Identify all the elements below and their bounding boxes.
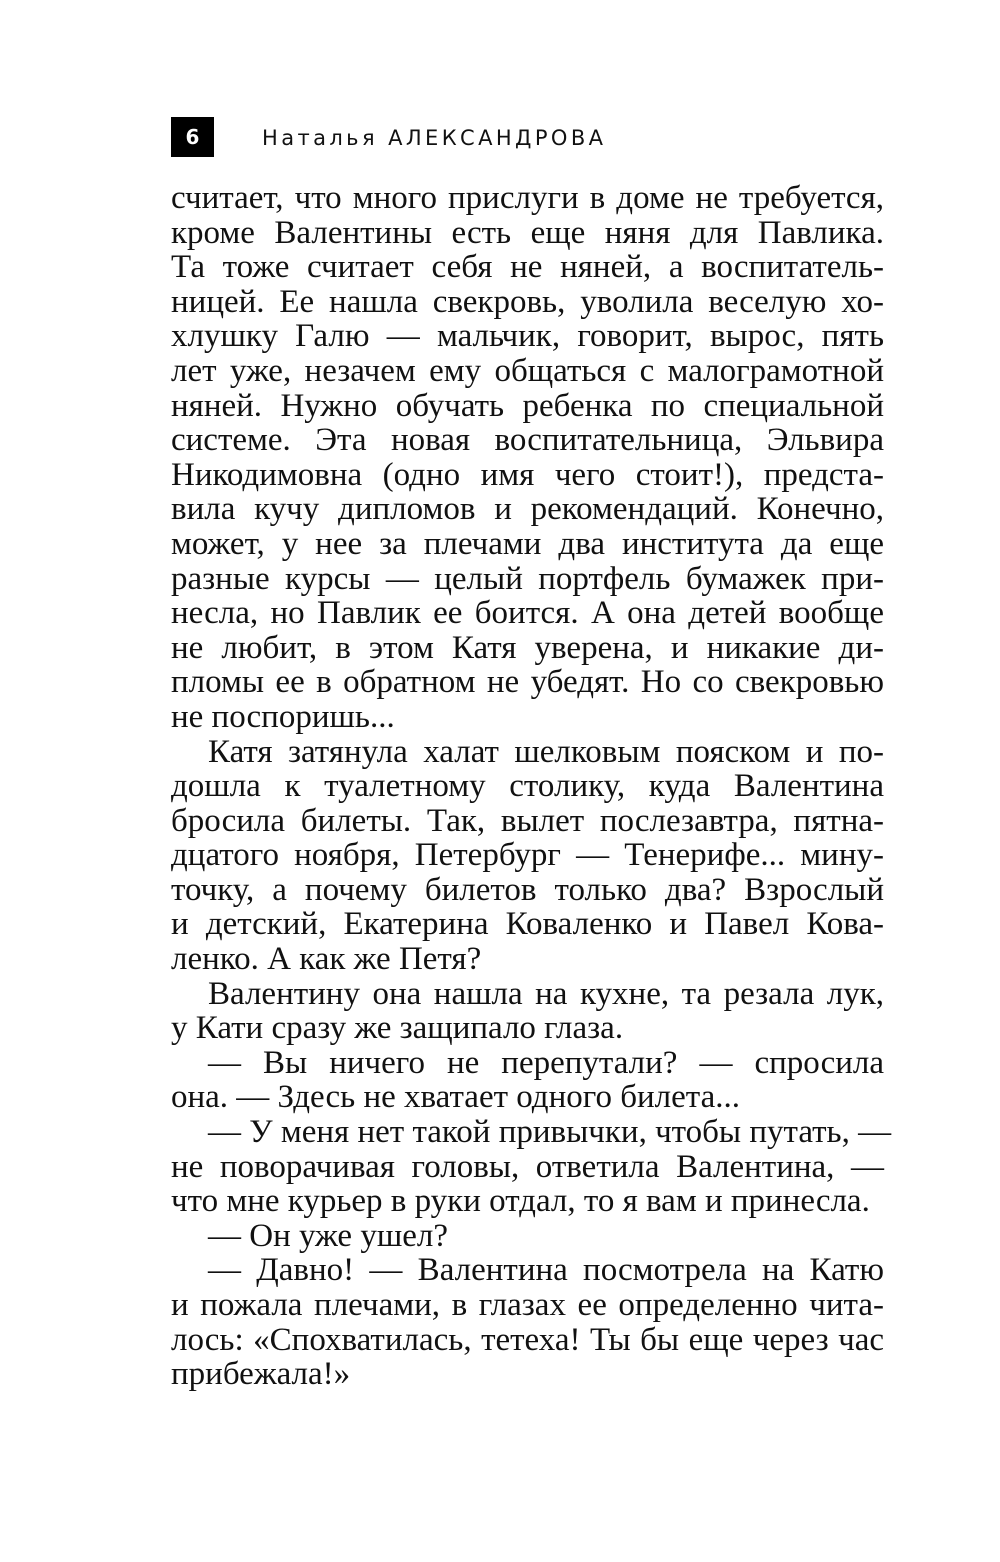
body-text — [171, 180, 892, 1393]
running-head-author: Наталья АЛЕКСАНДРОВА — [262, 126, 607, 150]
text-line: хлушку Галю — мальчик, говорит, вырос, пять — [171, 318, 884, 355]
text-line: разные курсы — целый портфель бумажек при- — [171, 560, 884, 597]
text-line: считает, что много прислуги в доме не требуется, — [171, 180, 884, 216]
text-line: Валентину она нашла на кухне, та резала лук, — [208, 975, 884, 1012]
text-line: она. — Здесь не хватает одного билета... — [171, 1079, 741, 1116]
text-line: — У меня нет такой привычки, чтобы путать, — — [208, 1114, 892, 1151]
text-line: няней. Нужно обучать ребенка по специальной — [171, 387, 884, 424]
text-line: и детский, Екатерина Коваленко и Павел Кова- — [171, 906, 884, 943]
text-line: не любит, в этом Катя уверена, и никакие ди- — [171, 629, 884, 666]
text-line: бросила билеты. Так, вылет послезавтра, пятна- — [171, 802, 884, 839]
page-header — [171, 117, 891, 157]
text-line: не поспоришь... — [171, 698, 395, 735]
text-line: ницей. Ее нашла свекровь, уволила веселую хо- — [171, 283, 884, 320]
page-number: 6 — [171, 117, 214, 157]
text-line: лось: «Спохватилась, тетеха! Ты бы еще через час — [171, 1321, 884, 1358]
text-line: и пожала плечами, в глазах ее определенно чита- — [171, 1287, 884, 1323]
text-line: кроме Валентины есть еще няня для Павлика. — [171, 214, 884, 251]
text-line: Никодимовна (одно имя чего стоит!), предста- — [171, 456, 884, 493]
text-line: — Давно! — Валентина посмотрела на Катю — [208, 1252, 884, 1289]
text-line: точку, а почему билетов только два? Взрослый — [171, 871, 884, 908]
text-line: системе. Эта новая воспитательница, Эльвира — [171, 422, 884, 459]
text-line: дцатого ноября, Петербург — Тенерифе... мину- — [171, 837, 884, 874]
text-line: — Вы ничего не перепутали? — спросила — [208, 1044, 884, 1081]
text-line: что мне курьер в руки отдал, то я вам и принесла. — [171, 1183, 870, 1220]
text-line: лет уже, незачем ему общаться с малограмотной — [171, 352, 884, 389]
text-line: Та тоже считает себя не няней, а воспитатель- — [171, 249, 884, 286]
text-line: не поворачивая головы, ответила Валентина, — — [171, 1148, 884, 1185]
text-line: несла, но Павлик ее боится. А она детей вообще — [171, 595, 884, 632]
text-line: может, у нее за плечами два института да еще — [171, 525, 884, 562]
text-line: ленко. А как же Петя? — [171, 941, 482, 978]
text-line: — Он уже ушел? — [208, 1217, 448, 1254]
text-line: пломы ее в обратном не убедят. Но со свекровью — [171, 664, 884, 701]
text-line: дошла к туалетному столику, куда Валентина — [171, 768, 884, 805]
text-line: Катя затянула халат шелковым пояском и по- — [208, 733, 884, 770]
text-line: прибежала!» — [171, 1356, 351, 1393]
text-line: вила кучу дипломов и рекомендаций. Конечно, — [171, 491, 884, 528]
text-line: у Кати сразу же защипало глаза. — [171, 1010, 624, 1047]
